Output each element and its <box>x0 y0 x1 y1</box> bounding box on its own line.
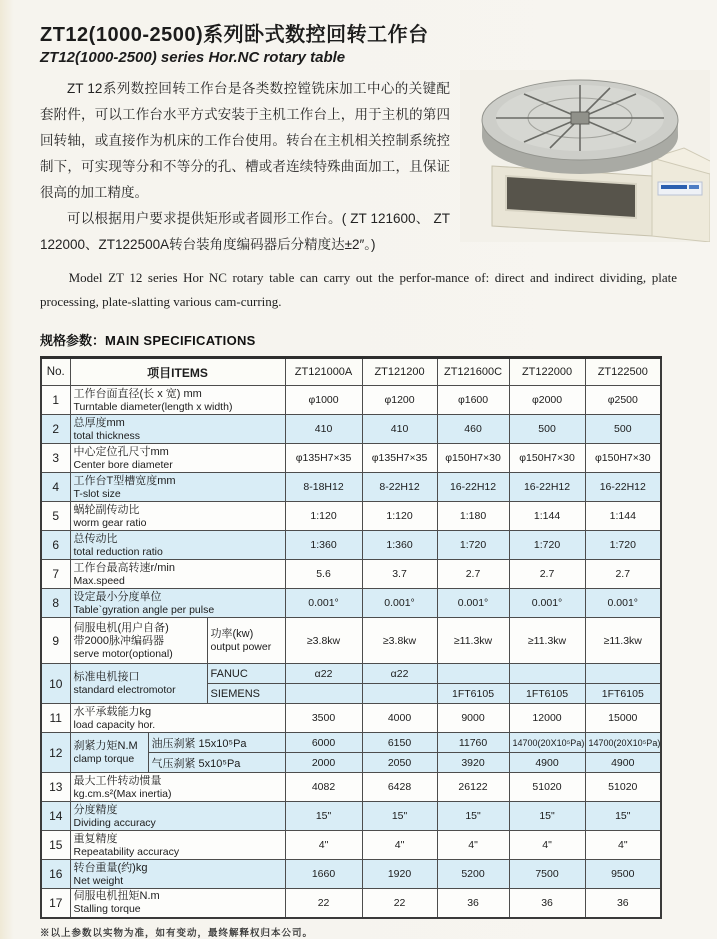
spec-value: φ1000 <box>285 386 362 415</box>
item-cell <box>70 704 285 733</box>
item-label-en: kg.cm.s²(Max inertia) <box>73 787 172 800</box>
spec-value: 5.6 <box>285 560 362 589</box>
row-number: 3 <box>41 444 70 473</box>
spec-value: 4900 <box>509 753 585 773</box>
spec-value: 14700(20X10⁵Pa) <box>585 733 661 753</box>
item-cell <box>70 589 285 618</box>
spec-value: 4000 <box>362 704 437 733</box>
spec-value: 1:180 <box>437 502 509 531</box>
brand-label-mark <box>661 185 687 189</box>
row-number: 14 <box>41 802 70 831</box>
spec-value: 7500 <box>509 860 585 889</box>
item-cell <box>70 415 285 444</box>
item-label-cn: 伺服电机扭矩N.m <box>73 890 160 903</box>
spec-value: 5200 <box>437 860 509 889</box>
specs-section-heading <box>40 330 677 349</box>
spec-value: 1:120 <box>362 502 437 531</box>
row-number: 2 <box>41 415 70 444</box>
spec-value: φ135H7×35 <box>285 444 362 473</box>
spec-value: 2.7 <box>437 560 509 589</box>
spec-value: 16-22H12 <box>585 473 661 502</box>
item-label-en: T-slot size <box>73 487 121 500</box>
spec-value: φ2000 <box>509 386 585 415</box>
spec-value: ≥11.3kw <box>509 618 585 664</box>
item-cell <box>70 444 285 473</box>
item-cell <box>70 386 285 415</box>
center-bore <box>571 112 589 124</box>
table-row-6 <box>41 531 661 560</box>
intro-section <box>40 76 677 314</box>
item-label-cn: 蜗轮副传动比 <box>73 503 140 516</box>
spec-value: 6000 <box>285 733 362 753</box>
spec-value: α22 <box>285 664 362 684</box>
spec-value: 14700(20X10⁵Pa) <box>509 733 585 753</box>
spec-value: 1:720 <box>509 531 585 560</box>
row-number: 10 <box>41 664 70 704</box>
spec-value: 8-22H12 <box>362 473 437 502</box>
subitem-pneumatic-clamp: 气压刹紧 5x10⁵Pa <box>148 753 285 773</box>
spec-value: 36 <box>509 889 585 918</box>
spec-value: 36 <box>437 889 509 918</box>
row-number: 16 <box>41 860 70 889</box>
row-number: 7 <box>41 560 70 589</box>
item-label-en: Stalling torque <box>73 903 141 916</box>
spec-value: 15" <box>285 802 362 831</box>
subitem-label-en: output power <box>210 641 272 653</box>
item-label-cn: 工作台面直径(长 x 宽) mm <box>73 387 202 400</box>
spec-value: 0.001° <box>285 589 362 618</box>
spec-value: 15" <box>509 802 585 831</box>
spec-value: ≥11.3kw <box>585 618 661 664</box>
row-number: 8 <box>41 589 70 618</box>
spec-value: 1660 <box>285 860 362 889</box>
item-label-cn: 工作台T型槽宽度mm <box>73 474 176 487</box>
product-photo <box>460 70 710 242</box>
spec-value: 4082 <box>285 773 362 802</box>
spec-value: 1:144 <box>509 502 585 531</box>
row-number: 4 <box>41 473 70 502</box>
spec-value: φ135H7×35 <box>362 444 437 473</box>
item-label-cn2: 带2000脉冲编码器 <box>73 634 164 647</box>
item-label-cn: 分度精度 <box>73 803 118 816</box>
item-cell <box>70 560 285 589</box>
item-label-cn: 工作台最高转速r/min <box>73 561 175 574</box>
intro-paragraph-1: ZT 12系列数控回转工作台是各类数控镗铣床加工中心的关键配套附件，可以工作台水平方式安装于主机工作台上，用于主机的第四回转轴，或直接作为机床的工作台使用。转台在主机相关控制系统控制下，可实现等分和不等分的孔、槽或者连续特殊曲面加工，且保证很高的加工精度。 <box>40 81 450 200</box>
spec-value: 15" <box>362 802 437 831</box>
spec-value: 26122 <box>437 773 509 802</box>
col-header-zt122500: ZT122500 <box>585 358 661 386</box>
row-number: 13 <box>41 773 70 802</box>
spec-value: 1:720 <box>585 531 661 560</box>
spec-value: 2050 <box>362 753 437 773</box>
spec-value: 1:144 <box>585 502 661 531</box>
intro-paragraph-2: 可以根据用户要求提供矩形或者圆形工作台。( ZT 121600、 ZT 122000、ZT122500A转台装角度编码器后分精度达±2″。) <box>40 211 450 252</box>
spec-value: 9500 <box>585 860 661 889</box>
spec-value: 0.001° <box>585 589 661 618</box>
spec-value: 1FT6105 <box>585 684 661 704</box>
item-label-cn: 设定最小分度单位 <box>73 590 162 603</box>
footnote: ※以上参数以实物为准，如有变动，最终解释权归本公司。 <box>40 927 314 939</box>
table-header-row <box>41 358 661 386</box>
spec-value: 1FT6105 <box>437 684 509 704</box>
spec-value: 22 <box>362 889 437 918</box>
col-header-zt121600c: ZT121600C <box>437 358 509 386</box>
spec-value: 4" <box>437 831 509 860</box>
spec-value: 1:120 <box>285 502 362 531</box>
row-number: 11 <box>41 704 70 733</box>
item-label-en: total reduction ratio <box>73 545 163 558</box>
table-row-2 <box>41 415 661 444</box>
spec-value: 51020 <box>509 773 585 802</box>
item-label-en: serve motor(optional) <box>73 647 173 660</box>
row-number: 17 <box>41 889 70 918</box>
spec-value: 22 <box>285 889 362 918</box>
item-label-en: Turntable diameter(length x width) <box>73 400 233 413</box>
spec-value: 1:360 <box>362 531 437 560</box>
item-cell <box>70 733 148 773</box>
table-row-3 <box>41 444 661 473</box>
col-header-items: 项目ITEMS <box>70 358 285 386</box>
subitem-hydraulic-clamp: 油压刹紧 15x10⁵Pa <box>148 733 285 753</box>
spec-value: 51020 <box>585 773 661 802</box>
spec-value: 1:360 <box>285 531 362 560</box>
item-label-en: Max.speed <box>73 574 125 587</box>
item-cell <box>70 773 285 802</box>
table-row-14 <box>41 802 661 831</box>
spec-value: 410 <box>362 415 437 444</box>
spec-value: 36 <box>585 889 661 918</box>
spec-value: 0.001° <box>509 589 585 618</box>
item-label-cn: 水平承载能力kg <box>73 705 152 718</box>
brand-label-mark-2 <box>689 185 699 189</box>
col-header-zt121000a: ZT121000A <box>285 358 362 386</box>
table-row-13 <box>41 773 661 802</box>
item-label-en: Table`gyration angle per pulse <box>73 603 215 616</box>
spec-value: 4900 <box>585 753 661 773</box>
spec-value: 1:720 <box>437 531 509 560</box>
col-header-no: No. <box>41 358 70 386</box>
spec-value-empty <box>437 664 509 684</box>
item-label-cn: 转台重量(约)kg <box>73 861 148 874</box>
item-cell <box>70 618 207 664</box>
spec-value: 11760 <box>437 733 509 753</box>
row-number: 9 <box>41 618 70 664</box>
row-number: 12 <box>41 733 70 773</box>
row-number: 5 <box>41 502 70 531</box>
item-cell <box>70 831 285 860</box>
spec-value: 4" <box>285 831 362 860</box>
item-label-cn: 总传动比 <box>73 532 118 545</box>
spec-value: 12000 <box>509 704 585 733</box>
spec-value-empty <box>509 664 585 684</box>
table-row-10a <box>41 664 661 684</box>
spec-value: 4" <box>362 831 437 860</box>
spec-value: 2.7 <box>585 560 661 589</box>
spec-value: 6428 <box>362 773 437 802</box>
subitem-siemens: SIEMENS <box>207 684 285 704</box>
page-title-chinese: ZT12(1000-2500)系列卧式数控回转工作台 <box>40 24 429 46</box>
spec-value-empty <box>585 664 661 684</box>
specs-heading-cn: 规格参数： <box>40 333 106 348</box>
item-label-en: Repeatability accuracy <box>73 845 180 858</box>
spec-value: 500 <box>509 415 585 444</box>
spec-value: ≥3.8kw <box>362 618 437 664</box>
spec-value: 460 <box>437 415 509 444</box>
spec-value: φ150H7×30 <box>437 444 509 473</box>
item-label-cn: 标准电机接口 <box>73 671 140 683</box>
english-paragraph: Model ZT 12 series Hor NC rotary table can carry out the perfor-mance of: direct and indirect dividing, plate processing, plate-slatting various cam-curring. <box>40 270 677 309</box>
spec-value: 15000 <box>585 704 661 733</box>
spec-value: 410 <box>285 415 362 444</box>
item-label-en: load capacity hor. <box>73 718 156 731</box>
spec-value: φ1200 <box>362 386 437 415</box>
table-row-7 <box>41 560 661 589</box>
table-row-12a <box>41 733 661 753</box>
spec-value: 3.7 <box>362 560 437 589</box>
spec-value: 9000 <box>437 704 509 733</box>
spec-value: ≥3.8kw <box>285 618 362 664</box>
spec-value: 15" <box>437 802 509 831</box>
spec-value: 500 <box>585 415 661 444</box>
table-row-15 <box>41 831 661 860</box>
spec-value: 2000 <box>285 753 362 773</box>
table-row-17 <box>41 889 661 918</box>
spec-value: 3500 <box>285 704 362 733</box>
item-label-en: total thickness <box>73 429 141 442</box>
item-label-cn: 最大工件转动惯量 <box>73 774 162 787</box>
spec-value: 1FT6105 <box>509 684 585 704</box>
item-label-en: Dividing accuracy <box>73 816 156 829</box>
subitem-label-cn: 功率(kw) <box>210 628 254 640</box>
rotary-table-illustration <box>460 70 710 242</box>
spec-value: φ2500 <box>585 386 661 415</box>
spec-value: ≥11.3kw <box>437 618 509 664</box>
spec-value: 0.001° <box>362 589 437 618</box>
item-cell <box>70 502 285 531</box>
item-label-cn: 重复精度 <box>73 832 118 845</box>
item-cell <box>70 473 285 502</box>
spec-value: 4" <box>509 831 585 860</box>
item-cell <box>70 802 285 831</box>
spec-value: φ150H7×30 <box>509 444 585 473</box>
item-label-cn: 总厚度mm <box>73 416 125 429</box>
item-label-en: Net weight <box>73 874 124 887</box>
item-label-en: Center bore diameter <box>73 458 173 471</box>
row-number: 15 <box>41 831 70 860</box>
spec-value: φ150H7×30 <box>585 444 661 473</box>
item-cell <box>70 860 285 889</box>
spec-value: 3920 <box>437 753 509 773</box>
item-cell <box>70 531 285 560</box>
table-row-9 <box>41 618 661 664</box>
spec-value: 16-22H12 <box>509 473 585 502</box>
spec-value: 15" <box>585 802 661 831</box>
base-window <box>506 176 636 218</box>
spec-value: 0.001° <box>437 589 509 618</box>
item-label-cn: 伺服电机(用户自备) <box>73 621 169 634</box>
specs-heading-en: MAIN SPECIFICATIONS <box>105 333 256 348</box>
item-subcell <box>207 618 285 664</box>
page-title-english: ZT12(1000-2500) series Hor.NC rotary table <box>40 49 346 66</box>
spec-value: 16-22H12 <box>437 473 509 502</box>
row-number: 1 <box>41 386 70 415</box>
table-row-8 <box>41 589 661 618</box>
item-label-en: worm gear ratio <box>73 516 147 529</box>
item-label-en: standard electromotor <box>73 684 176 696</box>
table-row-4 <box>41 473 661 502</box>
item-cell <box>70 889 285 918</box>
spec-value: 4" <box>585 831 661 860</box>
spec-value: α22 <box>362 664 437 684</box>
specifications-table <box>40 356 662 919</box>
item-label-cn: 刹紧力矩N.M <box>73 740 138 752</box>
item-cell <box>70 664 207 704</box>
spec-value: 6150 <box>362 733 437 753</box>
col-header-zt122000: ZT122000 <box>509 358 585 386</box>
col-header-zt121200: ZT121200 <box>362 358 437 386</box>
spec-value-empty <box>285 684 362 704</box>
table-row-5 <box>41 502 661 531</box>
item-label-en: clamp torque <box>73 753 135 765</box>
table-row-1 <box>41 386 661 415</box>
row-number: 6 <box>41 531 70 560</box>
item-label-cn: 中心定位孔尺寸mm <box>73 445 169 458</box>
spec-value: 8-18H12 <box>285 473 362 502</box>
spec-value: φ1600 <box>437 386 509 415</box>
subitem-fanuc: FANUC <box>207 664 285 684</box>
table-row-16 <box>41 860 661 889</box>
spec-value: 1920 <box>362 860 437 889</box>
table-row-11 <box>41 704 661 733</box>
spec-value: 2.7 <box>509 560 585 589</box>
spec-value-empty <box>362 684 437 704</box>
